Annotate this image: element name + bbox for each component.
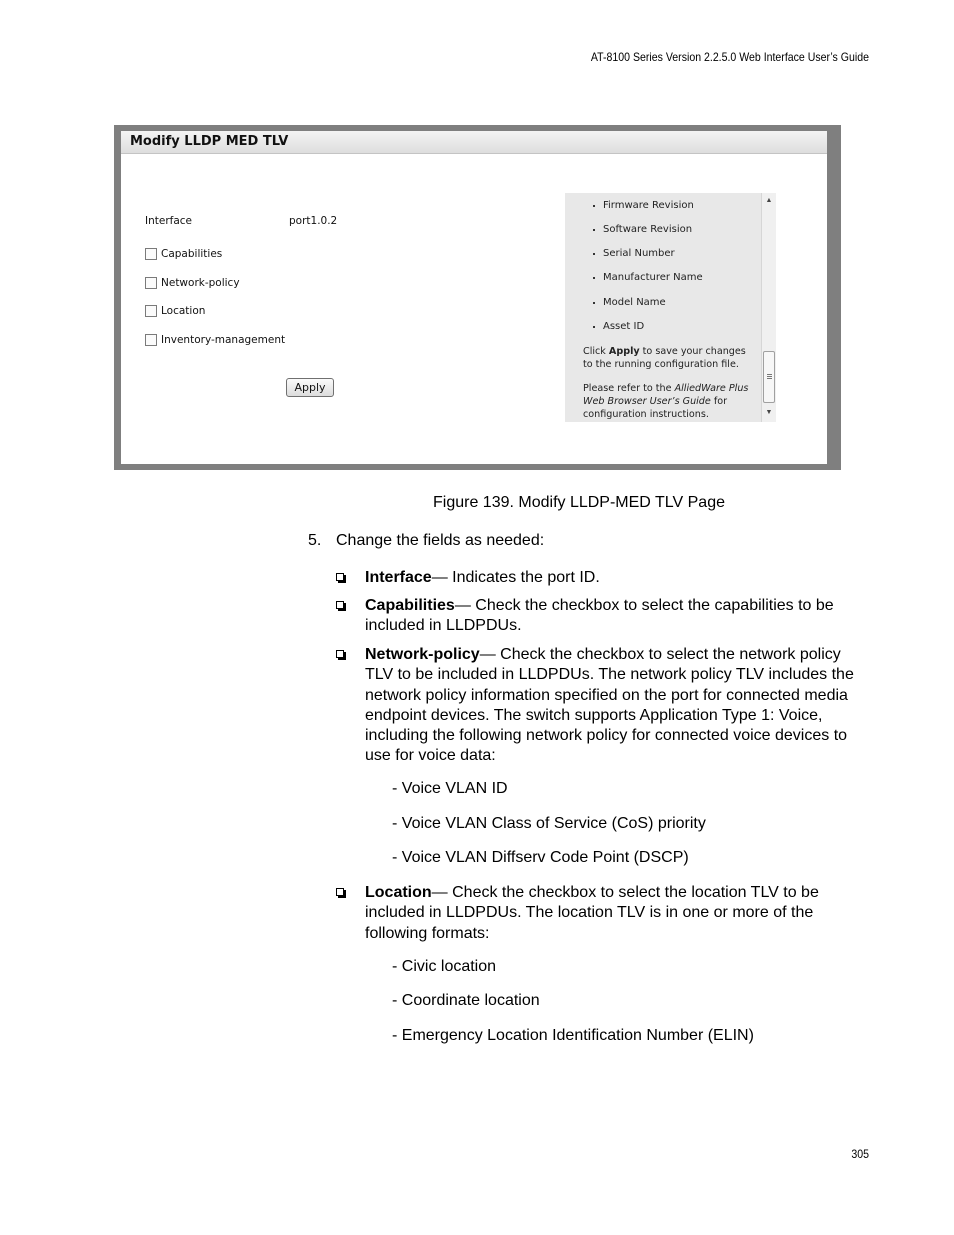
panel-title: Modify LLDP MED TLV bbox=[121, 131, 827, 154]
capabilities-row bbox=[145, 246, 222, 262]
step-5 bbox=[308, 531, 544, 551]
help-box bbox=[565, 193, 776, 422]
bullet-term: Interface bbox=[365, 569, 432, 586]
bullet-desc: — Indicates the port ID. bbox=[431, 569, 600, 586]
network-policy-item: - Voice VLAN Class of Service (CoS) priority bbox=[392, 815, 706, 832]
help-item: Software Revision bbox=[603, 224, 693, 235]
bullet-interface bbox=[336, 568, 868, 588]
network-policy-label: Network-policy bbox=[161, 277, 240, 289]
capabilities-checkbox[interactable] bbox=[145, 248, 157, 260]
bullet-desc: — Check the checkbox to select the location TLV to be included in LLDPDUs. The location TLV is in one or more of the following formats: bbox=[365, 884, 819, 942]
interface-label: Interface bbox=[145, 215, 193, 227]
help-guide-post: for configuration instructions. bbox=[583, 396, 728, 420]
scroll-down-icon[interactable]: ▼ bbox=[765, 409, 773, 416]
help-item: Serial Number bbox=[603, 248, 675, 259]
apply-button[interactable]: Apply bbox=[286, 378, 334, 397]
help-apply-note bbox=[583, 345, 755, 371]
bullet-network-policy bbox=[336, 645, 868, 767]
inventory-management-row bbox=[145, 332, 285, 348]
inventory-management-label: Inventory-management bbox=[161, 334, 286, 346]
help-item: Firmware Revision bbox=[603, 200, 694, 211]
modify-lldp-med-tlv-panel bbox=[121, 131, 827, 464]
grip-icon bbox=[767, 374, 772, 375]
help-item: Asset ID bbox=[603, 321, 645, 332]
help-apply-post: to save your changes to the running configuration file. bbox=[583, 346, 746, 370]
location-item: - Emergency Location Identification Number (ELIN) bbox=[392, 1027, 754, 1044]
bullet-term: Network-policy bbox=[365, 646, 480, 663]
checkbox-bullet-icon bbox=[336, 650, 344, 658]
capabilities-label: Capabilities bbox=[161, 248, 223, 260]
bullet-term: Location bbox=[365, 884, 432, 901]
checkbox-bullet-icon bbox=[336, 888, 344, 896]
scroll-up-icon[interactable]: ▲ bbox=[765, 197, 773, 204]
bullet-desc: — Check the checkbox to select the network policy TLV to be included in LLDPDUs. The network policy TLV includes the network policy information specified on the port for connected media endpoint devices. The switch supports Application Type 1: Voice, including the following network policy for connected voice devices to use for voice data: bbox=[365, 646, 854, 765]
help-scrollbar[interactable] bbox=[761, 193, 776, 422]
bullet-location bbox=[336, 883, 868, 944]
help-item: Model Name bbox=[603, 297, 666, 308]
scroll-thumb[interactable] bbox=[763, 351, 775, 403]
help-apply-bold: Apply bbox=[608, 346, 640, 357]
bullet-term: Capabilities bbox=[365, 597, 455, 614]
network-policy-checkbox[interactable] bbox=[145, 277, 157, 289]
location-label: Location bbox=[161, 305, 206, 317]
step-number: 5. bbox=[308, 532, 322, 549]
checkbox-bullet-icon bbox=[336, 573, 344, 581]
help-apply-pre: Click bbox=[583, 346, 609, 357]
help-guide-title: AlliedWare Plus Web Browser User’s Guide bbox=[583, 383, 749, 407]
network-policy-row bbox=[145, 275, 240, 291]
checkbox-bullet-icon bbox=[336, 601, 344, 609]
interface-value: port1.0.2 bbox=[289, 215, 338, 227]
network-policy-item: - Voice VLAN Diffserv Code Point (DSCP) bbox=[392, 849, 689, 866]
location-item: - Civic location bbox=[392, 958, 497, 975]
page-number: 305 bbox=[851, 1147, 869, 1161]
help-guide-pre: Please refer to the bbox=[583, 383, 675, 394]
bullet-capabilities bbox=[336, 596, 868, 637]
location-row bbox=[145, 303, 205, 319]
figure-screenshot bbox=[114, 125, 841, 470]
help-item: Manufacturer Name bbox=[603, 272, 703, 283]
inventory-management-checkbox[interactable] bbox=[145, 334, 157, 346]
step-text: Change the fields as needed: bbox=[336, 532, 545, 549]
network-policy-item: - Voice VLAN ID bbox=[392, 780, 508, 797]
bullet-desc: — Check the checkbox to select the capabilities to be included in LLDPDUs. bbox=[365, 597, 834, 635]
figure-caption: Figure 139. Modify LLDP-MED TLV Page bbox=[433, 494, 725, 511]
location-checkbox[interactable] bbox=[145, 305, 157, 317]
location-item: - Coordinate location bbox=[392, 992, 540, 1009]
running-header: AT-8100 Series Version 2.2.5.0 Web Interface User’s Guide bbox=[590, 50, 869, 64]
help-guide-note bbox=[583, 382, 755, 421]
